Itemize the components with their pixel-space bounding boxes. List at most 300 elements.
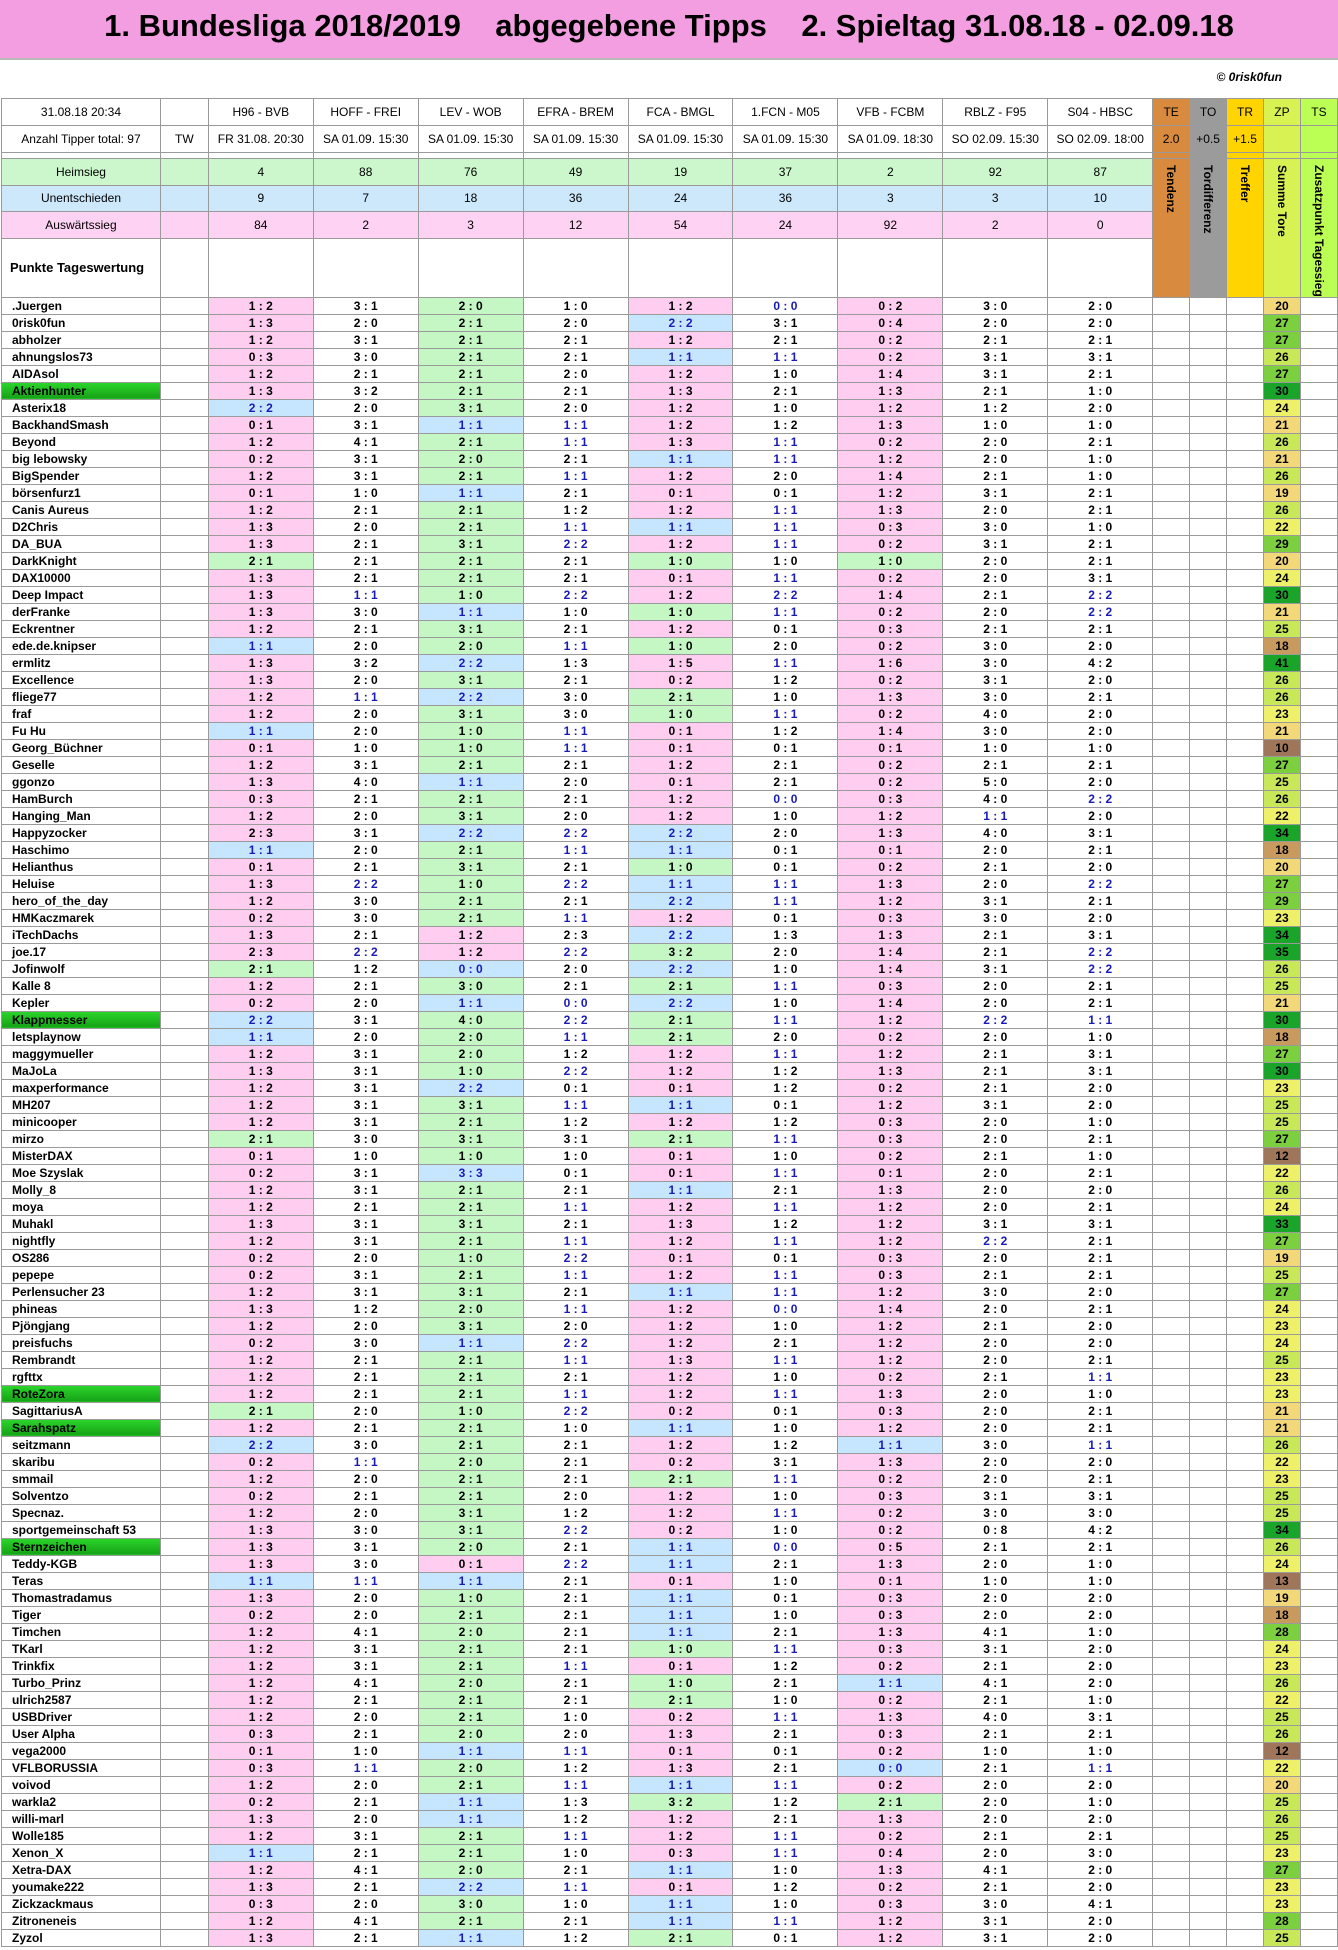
- tip-cell: 2 : 0: [1048, 1079, 1153, 1096]
- tip-cell: 2 : 1: [1048, 977, 1153, 994]
- tip-cell: 0 : 2: [838, 348, 943, 365]
- tip-cell: 1 : 2: [628, 467, 733, 484]
- tip-cell: 2 : 2: [1048, 960, 1153, 977]
- tip-cell: 1 : 3: [838, 1623, 943, 1640]
- zp-cell: 25: [1264, 620, 1301, 637]
- tr-cell: [1227, 739, 1264, 756]
- stat-away-label: Auswärtssieg: [2, 212, 161, 239]
- table-row: [2, 1708, 1338, 1725]
- tip-cell: 1 : 3: [838, 1708, 943, 1725]
- ts-cell: [1300, 756, 1337, 773]
- tip-cell: 1 : 1: [313, 1572, 418, 1589]
- tip-cell: 2 : 1: [418, 1181, 523, 1198]
- tip-cell: 3 : 1: [313, 331, 418, 348]
- tip-cell: 1 : 2: [628, 807, 733, 824]
- tip-cell: 4 : 1: [1048, 1895, 1153, 1912]
- tip-cell: 2 : 1: [733, 1725, 838, 1742]
- tip-cell: 1 : 0: [733, 1895, 838, 1912]
- tip-cell: 2 : 1: [943, 620, 1048, 637]
- te-cell: [1153, 433, 1190, 450]
- tr-cell: [1227, 1759, 1264, 1776]
- tip-cell: 1 : 2: [208, 1198, 313, 1215]
- tip-cell: 1 : 3: [838, 1062, 943, 1079]
- tip-cell: 2 : 1: [418, 501, 523, 518]
- tip-cell: 2 : 0: [1048, 1657, 1153, 1674]
- zp-cell: 19: [1264, 1589, 1301, 1606]
- tw-cell: [160, 1708, 208, 1725]
- to-cell: [1190, 756, 1227, 773]
- te-cell: [1153, 943, 1190, 960]
- tip-cell: 2 : 1: [943, 926, 1048, 943]
- tip-cell: 2 : 1: [523, 331, 628, 348]
- tw-cell: [160, 348, 208, 365]
- table-row: [2, 1249, 1338, 1266]
- tip-cell: 2 : 1: [313, 365, 418, 382]
- tip-cell: 4 : 1: [313, 1861, 418, 1878]
- stat-away-count: 2: [943, 212, 1048, 239]
- points-cell: [628, 238, 733, 297]
- to-cell: [1190, 1402, 1227, 1419]
- tip-cell: 1 : 3: [208, 1555, 313, 1572]
- tip-cell: 1 : 2: [523, 1504, 628, 1521]
- tip-cell: 0 : 1: [733, 858, 838, 875]
- tip-cell: 1 : 1: [733, 1827, 838, 1844]
- tip-cell: 4 : 1: [313, 1912, 418, 1929]
- tip-cell: 3 : 1: [418, 620, 523, 637]
- tip-cell: 1 : 2: [523, 1045, 628, 1062]
- te-cell: [1153, 1011, 1190, 1028]
- tip-cell: 3 : 1: [418, 1215, 523, 1232]
- tip-cell: 2 : 1: [733, 1810, 838, 1827]
- tip-cell: 4 : 0: [418, 1011, 523, 1028]
- zp-cell: 30: [1264, 1062, 1301, 1079]
- zp-cell: 19: [1264, 484, 1301, 501]
- to-cell: [1190, 297, 1227, 314]
- tw-cell: [160, 501, 208, 518]
- ts-cell: [1300, 1487, 1337, 1504]
- tip-cell: 2 : 0: [1048, 1317, 1153, 1334]
- tip-cell: 1 : 1: [733, 1844, 838, 1861]
- tip-cell: 3 : 1: [313, 1266, 418, 1283]
- tip-cell: 0 : 1: [208, 739, 313, 756]
- tip-cell: 1 : 1: [628, 1606, 733, 1623]
- score-col-label-cell: [1300, 159, 1337, 298]
- ts-cell: [1300, 1929, 1337, 1946]
- ts-cell: [1300, 1538, 1337, 1555]
- tr-cell: [1227, 1096, 1264, 1113]
- to-cell: [1190, 1096, 1227, 1113]
- to-cell: [1190, 569, 1227, 586]
- tip-cell: 1 : 0: [628, 705, 733, 722]
- tw-cell: [160, 909, 208, 926]
- te-cell: [1153, 348, 1190, 365]
- tw-cell: [160, 1470, 208, 1487]
- tip-cell: 2 : 1: [313, 1351, 418, 1368]
- tip-cell: 2 : 1: [1048, 1232, 1153, 1249]
- match-pair-header: S04 - HBSC: [1048, 99, 1153, 126]
- player-name: OS286: [2, 1249, 161, 1266]
- score-col-value: [1264, 126, 1301, 153]
- tr-cell: [1227, 1453, 1264, 1470]
- tr-cell: [1227, 1470, 1264, 1487]
- zp-cell: 22: [1264, 518, 1301, 535]
- tip-cell: 0 : 2: [838, 433, 943, 450]
- ts-cell: [1300, 977, 1337, 994]
- tip-cell: 2 : 0: [418, 1861, 523, 1878]
- tr-cell: [1227, 756, 1264, 773]
- tip-cell: 3 : 1: [1048, 348, 1153, 365]
- te-cell: [1153, 1504, 1190, 1521]
- tip-cell: 1 : 3: [523, 1793, 628, 1810]
- tip-cell: 3 : 1: [418, 399, 523, 416]
- ts-cell: [1300, 1810, 1337, 1827]
- tip-cell: 0 : 4: [838, 314, 943, 331]
- tip-cell: 2 : 0: [313, 841, 418, 858]
- ts-cell: [1300, 994, 1337, 1011]
- tr-cell: [1227, 1402, 1264, 1419]
- tip-cell: 0 : 0: [733, 1538, 838, 1555]
- tip-cell: 0 : 3: [838, 1606, 943, 1623]
- tip-cell: 2 : 1: [523, 1215, 628, 1232]
- tip-cell: 1 : 0: [1048, 467, 1153, 484]
- table-row: [2, 1844, 1338, 1861]
- score-col-label-cell: [1153, 159, 1190, 298]
- stat-away-count: 54: [628, 212, 733, 239]
- tip-cell: 1 : 2: [628, 1487, 733, 1504]
- tip-cell: 2 : 0: [943, 1402, 1048, 1419]
- tip-cell: 2 : 1: [733, 756, 838, 773]
- tip-cell: 1 : 1: [733, 1385, 838, 1402]
- tip-cell: 2 : 1: [418, 1385, 523, 1402]
- tw-cell: [160, 314, 208, 331]
- tip-cell: 1 : 2: [208, 1657, 313, 1674]
- player-name: Kepler: [2, 994, 161, 1011]
- tip-cell: 1 : 1: [733, 1266, 838, 1283]
- tip-cell: 1 : 2: [628, 1368, 733, 1385]
- tip-cell: 1 : 1: [523, 1300, 628, 1317]
- tip-cell: 1 : 0: [733, 1487, 838, 1504]
- tw-cell: [160, 365, 208, 382]
- tip-cell: 1 : 3: [523, 654, 628, 671]
- to-cell: [1190, 1232, 1227, 1249]
- tip-cell: 1 : 3: [838, 501, 943, 518]
- tip-cell: 1 : 1: [733, 1130, 838, 1147]
- tip-cell: 1 : 1: [313, 688, 418, 705]
- tip-cell: 1 : 2: [838, 807, 943, 824]
- tr-cell: [1227, 1181, 1264, 1198]
- tw-cell: [160, 416, 208, 433]
- tw-cell: [160, 1198, 208, 1215]
- tip-cell: 2 : 0: [733, 1028, 838, 1045]
- to-cell: [1190, 1538, 1227, 1555]
- tr-cell: [1227, 1334, 1264, 1351]
- tip-cell: 2 : 1: [943, 1062, 1048, 1079]
- table-row: [2, 1589, 1338, 1606]
- zp-cell: 25: [1264, 1504, 1301, 1521]
- table-row: [2, 1827, 1338, 1844]
- tip-cell: 2 : 0: [943, 977, 1048, 994]
- tip-cell: 0 : 2: [628, 1708, 733, 1725]
- tip-cell: 1 : 6: [838, 654, 943, 671]
- points-cell: [418, 238, 523, 297]
- to-cell: [1190, 1283, 1227, 1300]
- tip-cell: 0 : 1: [628, 1657, 733, 1674]
- tip-cell: 3 : 1: [418, 1504, 523, 1521]
- table-row: [2, 807, 1338, 824]
- tr-cell: [1227, 535, 1264, 552]
- table-row: [2, 535, 1338, 552]
- tip-cell: 2 : 1: [418, 433, 523, 450]
- tw-cell: [160, 1011, 208, 1028]
- tw-cell: [160, 1215, 208, 1232]
- tip-cell: 2 : 0: [313, 705, 418, 722]
- tip-cell: 1 : 0: [628, 1640, 733, 1657]
- tip-cell: 2 : 1: [1048, 1827, 1153, 1844]
- tip-cell: 5 : 0: [943, 773, 1048, 790]
- tip-cell: 3 : 1: [313, 1011, 418, 1028]
- tip-cell: 1 : 3: [838, 1810, 943, 1827]
- tip-cell: 3 : 1: [943, 365, 1048, 382]
- te-cell: [1153, 1623, 1190, 1640]
- tip-cell: 1 : 1: [733, 1045, 838, 1062]
- tip-cell: 1 : 1: [523, 722, 628, 739]
- zp-cell: 25: [1264, 1929, 1301, 1946]
- tr-cell: [1227, 1572, 1264, 1589]
- tip-cell: 0 : 1: [628, 484, 733, 501]
- table-row: [2, 1861, 1338, 1878]
- stat-away-count: 0: [1048, 212, 1153, 239]
- table-row: [2, 1436, 1338, 1453]
- tr-cell: [1227, 1691, 1264, 1708]
- zp-cell: 25: [1264, 1096, 1301, 1113]
- tip-cell: 3 : 1: [313, 297, 418, 314]
- tip-cell: 1 : 1: [523, 1232, 628, 1249]
- ts-cell: [1300, 1691, 1337, 1708]
- table-row: [2, 1793, 1338, 1810]
- tip-cell: 2 : 1: [1048, 1249, 1153, 1266]
- to-cell: [1190, 909, 1227, 926]
- tip-cell: 1 : 2: [628, 586, 733, 603]
- tip-cell: 0 : 1: [733, 1402, 838, 1419]
- ts-cell: [1300, 1045, 1337, 1062]
- te-cell: [1153, 1079, 1190, 1096]
- tip-cell: 1 : 1: [523, 1028, 628, 1045]
- player-name: rgfttx: [2, 1368, 161, 1385]
- tip-cell: 0 : 2: [838, 1079, 943, 1096]
- tw-cell: [160, 1181, 208, 1198]
- player-name: Moe Szyslak: [2, 1164, 161, 1181]
- tip-cell: 3 : 1: [943, 960, 1048, 977]
- tip-cell: 3 : 1: [943, 1487, 1048, 1504]
- tip-cell: 1 : 3: [838, 926, 943, 943]
- tip-cell: 2 : 0: [1048, 705, 1153, 722]
- tip-cell: 1 : 2: [628, 1113, 733, 1130]
- to-cell: [1190, 1028, 1227, 1045]
- tip-cell: 0 : 3: [208, 1759, 313, 1776]
- tr-cell: [1227, 960, 1264, 977]
- tip-cell: 1 : 1: [733, 1640, 838, 1657]
- tip-cell: 2 : 0: [523, 314, 628, 331]
- tip-cell: 4 : 0: [943, 705, 1048, 722]
- tip-cell: 3 : 1: [313, 1096, 418, 1113]
- tip-cell: 1 : 2: [208, 1045, 313, 1062]
- tw-cell: [160, 1317, 208, 1334]
- ts-cell: [1300, 1368, 1337, 1385]
- score-col-value: 2.0: [1153, 126, 1190, 153]
- tw-cell: [160, 1351, 208, 1368]
- player-name: moya: [2, 1198, 161, 1215]
- tip-cell: 1 : 1: [523, 637, 628, 654]
- player-name: Happyzocker: [2, 824, 161, 841]
- tip-cell: 1 : 3: [208, 1878, 313, 1895]
- tr-cell: [1227, 1657, 1264, 1674]
- table-row: [2, 1623, 1338, 1640]
- tip-cell: 0 : 2: [628, 1521, 733, 1538]
- tip-cell: 3 : 1: [418, 858, 523, 875]
- tip-cell: 1 : 2: [838, 1198, 943, 1215]
- tip-cell: 2 : 2: [313, 943, 418, 960]
- score-col-value: +0.5: [1190, 126, 1227, 153]
- tip-cell: 0 : 1: [628, 1572, 733, 1589]
- tip-cell: 2 : 0: [1048, 1674, 1153, 1691]
- tip-cell: 1 : 4: [838, 1300, 943, 1317]
- tip-cell: 1 : 1: [733, 1351, 838, 1368]
- te-cell: [1153, 1147, 1190, 1164]
- tr-cell: [1227, 773, 1264, 790]
- stat-home-count: 2: [838, 159, 943, 186]
- zp-cell: 30: [1264, 1011, 1301, 1028]
- tw-cell: [160, 552, 208, 569]
- tip-cell: 2 : 1: [208, 552, 313, 569]
- tw-cell: [160, 1079, 208, 1096]
- tip-cell: 1 : 0: [943, 416, 1048, 433]
- tip-cell: 2 : 1: [733, 1334, 838, 1351]
- player-name: Molly_8: [2, 1181, 161, 1198]
- tip-cell: 1 : 1: [733, 501, 838, 518]
- stat-draw-label: Unentschieden: [2, 185, 161, 212]
- tip-cell: 3 : 1: [313, 1232, 418, 1249]
- player-name: derFranke: [2, 603, 161, 620]
- tip-cell: 2 : 1: [733, 1674, 838, 1691]
- tip-cell: 2 : 1: [523, 450, 628, 467]
- tip-cell: 1 : 4: [838, 994, 943, 1011]
- tip-cell: 2 : 2: [418, 688, 523, 705]
- table-row: [2, 739, 1338, 756]
- tr-cell: [1227, 382, 1264, 399]
- te-cell: [1153, 1062, 1190, 1079]
- tip-cell: 3 : 1: [313, 450, 418, 467]
- tw-cell: [160, 569, 208, 586]
- player-name: USBDriver: [2, 1708, 161, 1725]
- tip-cell: 1 : 2: [208, 1623, 313, 1640]
- tw-cell: [160, 1334, 208, 1351]
- tip-cell: 1 : 2: [733, 1436, 838, 1453]
- tip-cell: 0 : 2: [208, 909, 313, 926]
- tr-cell: [1227, 1266, 1264, 1283]
- tip-cell: 0 : 1: [208, 416, 313, 433]
- to-cell: [1190, 1895, 1227, 1912]
- tip-cell: 1 : 2: [208, 807, 313, 824]
- tr-cell: [1227, 858, 1264, 875]
- score-col-code: TS: [1300, 99, 1337, 126]
- te-cell: [1153, 688, 1190, 705]
- player-name: Excellence: [2, 671, 161, 688]
- tip-cell: 3 : 1: [943, 484, 1048, 501]
- ts-cell: [1300, 705, 1337, 722]
- to-cell: [1190, 1147, 1227, 1164]
- tip-cell: 3 : 1: [1048, 1215, 1153, 1232]
- to-cell: [1190, 654, 1227, 671]
- tip-cell: 1 : 0: [838, 552, 943, 569]
- tip-cell: 0 : 1: [838, 739, 943, 756]
- tip-cell: 2 : 0: [1048, 1334, 1153, 1351]
- tip-cell: 3 : 1: [313, 1062, 418, 1079]
- tip-cell: 1 : 0: [1048, 518, 1153, 535]
- tip-cell: 2 : 0: [943, 875, 1048, 892]
- to-cell: [1190, 1674, 1227, 1691]
- tip-cell: 1 : 2: [208, 1096, 313, 1113]
- te-cell: [1153, 331, 1190, 348]
- tip-cell: 1 : 1: [208, 1028, 313, 1045]
- tw-cell: [160, 1062, 208, 1079]
- tip-cell: 1 : 2: [733, 671, 838, 688]
- tip-cell: 2 : 2: [523, 1521, 628, 1538]
- te-cell: [1153, 654, 1190, 671]
- to-cell: [1190, 824, 1227, 841]
- tip-cell: 1 : 2: [838, 399, 943, 416]
- tip-cell: 2 : 2: [628, 960, 733, 977]
- tw-cell: [160, 1810, 208, 1827]
- te-cell: [1153, 1674, 1190, 1691]
- tip-cell: 2 : 1: [313, 1419, 418, 1436]
- tip-cell: 1 : 4: [838, 722, 943, 739]
- player-name: Georg_Büchner: [2, 739, 161, 756]
- tip-cell: 1 : 3: [208, 1062, 313, 1079]
- tip-cell: 0 : 4: [838, 1844, 943, 1861]
- player-name: VFLBORUSSIA: [2, 1759, 161, 1776]
- tw-cell: [160, 1759, 208, 1776]
- tip-cell: 3 : 1: [943, 1640, 1048, 1657]
- ts-cell: [1300, 1521, 1337, 1538]
- tw-cell: [160, 1555, 208, 1572]
- copyright-note: © 0risk0fun: [1216, 70, 1282, 84]
- tip-cell: 1 : 3: [628, 1351, 733, 1368]
- player-name: .Juergen: [2, 297, 161, 314]
- table-row: [2, 1453, 1338, 1470]
- player-name: youmake222: [2, 1878, 161, 1895]
- tr-cell: [1227, 348, 1264, 365]
- tip-cell: 2 : 1: [418, 790, 523, 807]
- tip-cell: 0 : 3: [838, 1130, 943, 1147]
- tip-cell: 2 : 1: [418, 569, 523, 586]
- player-name: ede.de.knipser: [2, 637, 161, 654]
- tr-cell: [1227, 416, 1264, 433]
- tip-cell: 1 : 1: [733, 535, 838, 552]
- tip-cell: 2 : 1: [418, 348, 523, 365]
- tip-cell: 0 : 2: [838, 1368, 943, 1385]
- table-row: [2, 1368, 1338, 1385]
- ts-cell: [1300, 1164, 1337, 1181]
- tip-cell: 2 : 0: [1048, 1929, 1153, 1946]
- tip-cell: 2 : 2: [523, 824, 628, 841]
- tip-cell: 2 : 1: [523, 790, 628, 807]
- tip-cell: 2 : 1: [313, 535, 418, 552]
- tr-cell: [1227, 1640, 1264, 1657]
- te-cell: [1153, 1844, 1190, 1861]
- tip-cell: 2 : 1: [943, 1657, 1048, 1674]
- tip-cell: 0 : 1: [733, 1929, 838, 1946]
- to-cell: [1190, 1011, 1227, 1028]
